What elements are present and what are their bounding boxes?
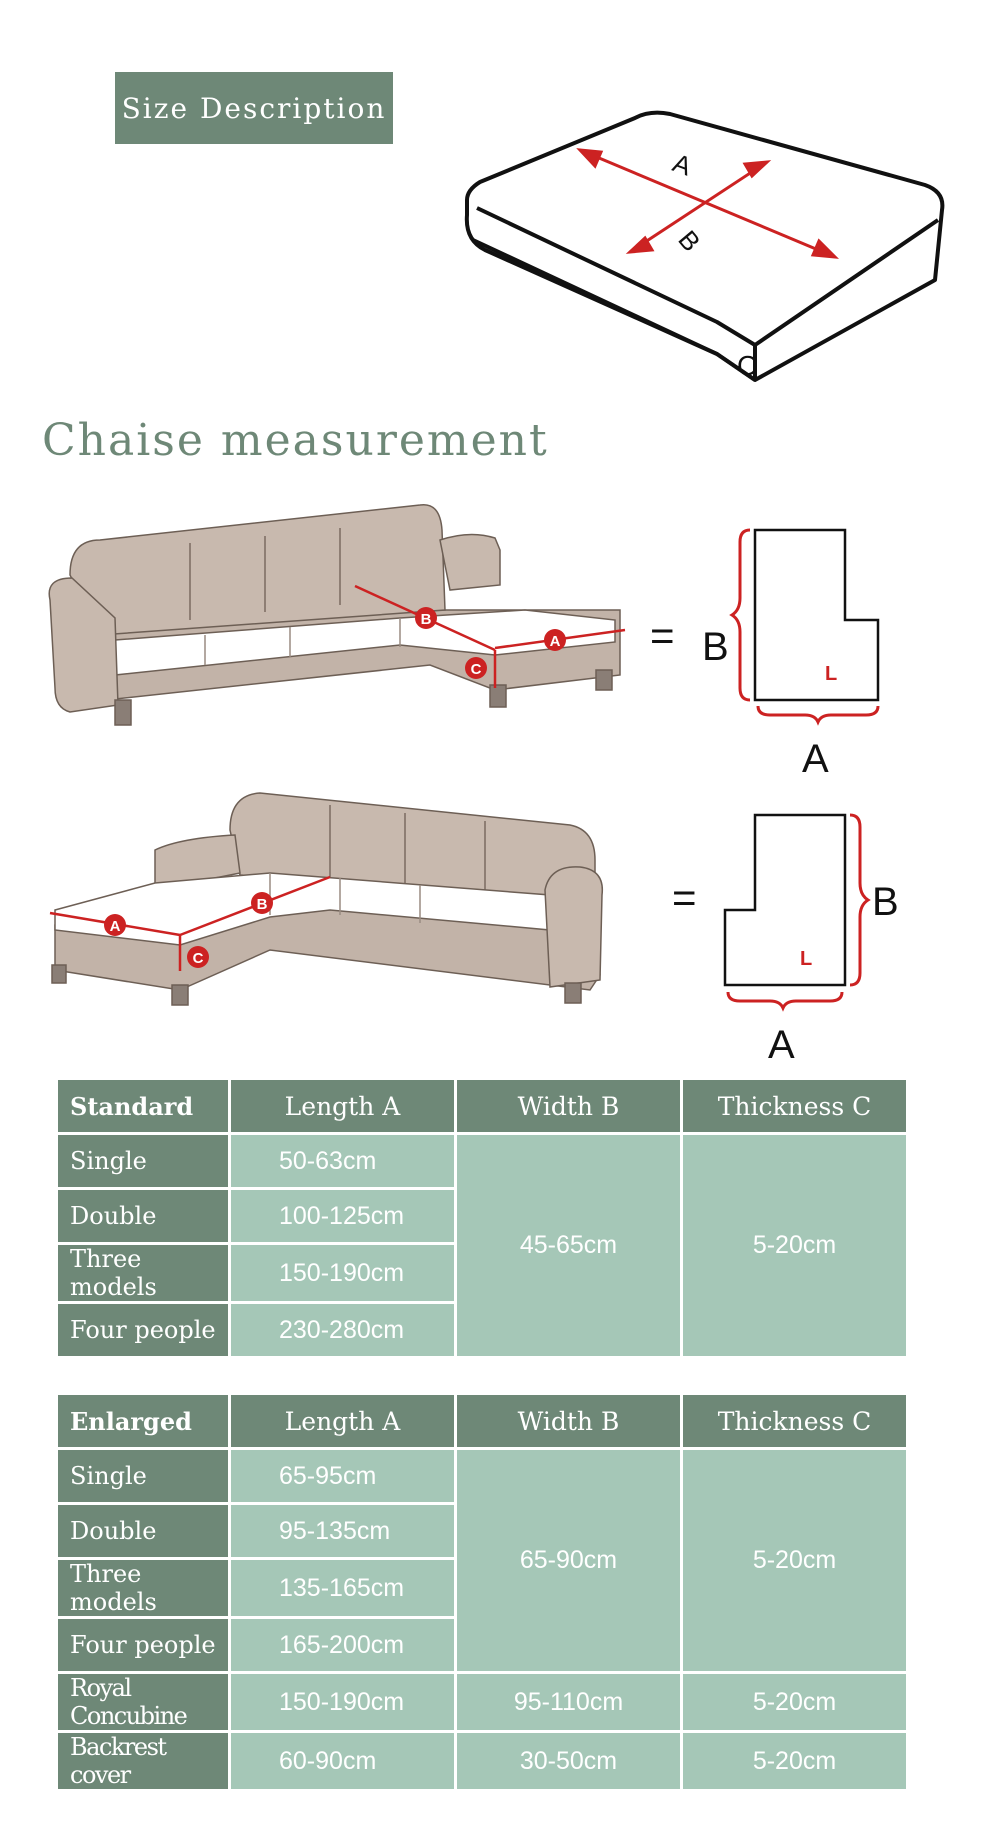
enlarged-size-table — [55, 1392, 909, 1792]
table-row — [58, 1733, 906, 1789]
row-name: Four people — [58, 1304, 228, 1356]
shape2-label-b: B — [872, 880, 899, 924]
sofa1-marker-b — [415, 607, 437, 629]
shape2-equals: = — [672, 874, 697, 921]
shape1-label-b: B — [702, 625, 729, 669]
row-name: Backrest cover — [58, 1733, 228, 1789]
width-b-header: Width B — [457, 1080, 680, 1132]
shape1-label-l: L — [825, 663, 838, 685]
row-length: 50-63cm — [231, 1135, 454, 1187]
cushion-top-outline — [467, 113, 943, 380]
sofa2-right-arm — [545, 867, 602, 987]
chaise-measurement-title: Chaise measurement — [42, 415, 549, 466]
row-length: 135-165cm — [231, 1560, 454, 1616]
table-row — [58, 1450, 906, 1502]
thickness-value: 5-20cm — [683, 1450, 906, 1671]
row-length: 150-190cm — [231, 1674, 454, 1730]
width-value: 65-90cm — [457, 1450, 680, 1671]
table-header-row — [58, 1395, 906, 1447]
width-value: 45-65cm — [457, 1135, 680, 1356]
sofa2-marker-c — [187, 946, 209, 968]
shape-diagram-left — [660, 800, 930, 1075]
sofa2-marker-b — [251, 892, 273, 914]
cushion-label-a: A — [668, 147, 696, 182]
row-thickness: 5-20cm — [683, 1674, 906, 1730]
size-description-badge: Size Description — [115, 72, 393, 144]
length-a-header: Length A — [231, 1080, 454, 1132]
row-name: Royal Concubine — [58, 1674, 228, 1730]
cushion-label-b: B — [672, 224, 707, 258]
sofa-left-chaise — [40, 775, 640, 1025]
thickness-value: 5-20cm — [683, 1135, 906, 1356]
row-name: Four people — [58, 1619, 228, 1671]
row-name: Double — [58, 1190, 228, 1242]
sofa1-marker-a — [544, 629, 566, 651]
sofa2-marker-a — [104, 914, 126, 936]
row-length: 230-280cm — [231, 1304, 454, 1356]
standard-size-table — [55, 1077, 909, 1359]
table-row — [58, 1135, 906, 1187]
row-length: 65-95cm — [231, 1450, 454, 1502]
table-header-row — [58, 1080, 906, 1132]
row-name: Single — [58, 1450, 228, 1502]
row-width: 95-110cm — [457, 1674, 680, 1730]
row-width: 30-50cm — [457, 1733, 680, 1789]
row-thickness: 5-20cm — [683, 1733, 906, 1789]
row-length: 165-200cm — [231, 1619, 454, 1671]
row-name: Three models — [58, 1245, 228, 1301]
svg-text:A: A — [549, 633, 561, 650]
svg-text:A: A — [109, 918, 121, 935]
shape1-outline — [755, 530, 878, 700]
svg-text:B: B — [420, 611, 432, 628]
shape2-label-a: A — [768, 1023, 795, 1067]
shape2-outline — [725, 815, 845, 985]
sofa1-marker-c — [465, 657, 487, 679]
length-a-header: Length A — [231, 1395, 454, 1447]
shape1-equals: = — [650, 612, 675, 659]
row-length: 95-135cm — [231, 1505, 454, 1557]
standard-header: Standard — [58, 1080, 228, 1132]
svg-text:B: B — [256, 896, 268, 913]
thickness-c-header: Thickness C — [683, 1395, 906, 1447]
svg-text:C: C — [192, 950, 204, 967]
shape2-label-l: L — [800, 948, 813, 970]
row-length: 60-90cm — [231, 1733, 454, 1789]
sofa-right-chaise — [40, 490, 640, 750]
thickness-c-header: Thickness C — [683, 1080, 906, 1132]
row-name: Double — [58, 1505, 228, 1557]
chaise-arm — [440, 534, 500, 590]
row-length: 100-125cm — [231, 1190, 454, 1242]
row-length: 150-190cm — [231, 1245, 454, 1301]
svg-text:C: C — [470, 661, 482, 678]
row-name: Three models — [58, 1560, 228, 1616]
cushion-label-c: C — [737, 350, 758, 381]
row-name: Single — [58, 1135, 228, 1187]
cushion-diagram — [455, 100, 965, 400]
enlarged-header: Enlarged — [58, 1395, 228, 1447]
shape1-label-a: A — [802, 737, 829, 781]
width-b-header: Width B — [457, 1395, 680, 1447]
table-row — [58, 1674, 906, 1730]
shape-diagram-right — [640, 510, 910, 785]
